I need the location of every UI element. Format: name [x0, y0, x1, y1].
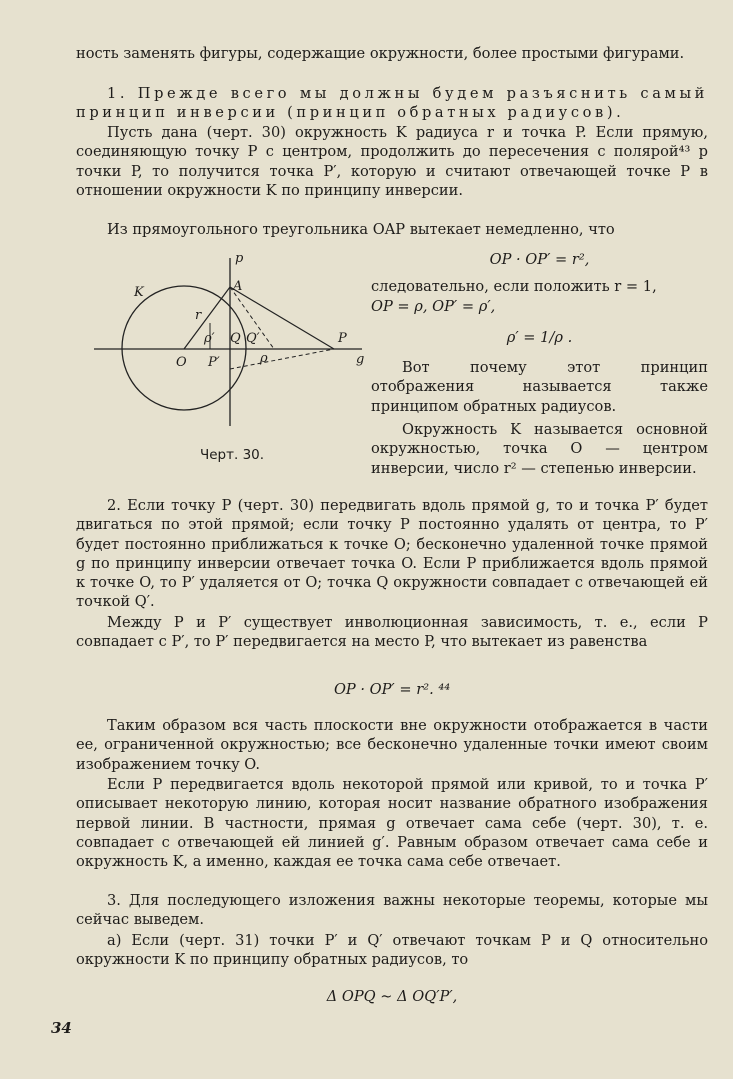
label-rho-prime: ρ′	[204, 331, 215, 346]
paragraph-continuation: ность заменять фигуры, содержащие окружности, более простыми фигурами.	[76, 45, 685, 62]
paragraph-triangle: Из прямоугольного треугольника OAP вытекает немедленно, что	[107, 221, 615, 238]
label-g: g	[356, 352, 365, 367]
paragraph-set-r: следовательно, если положить r = 1,	[371, 278, 657, 295]
paragraph-why: Вот почему этот принцип отображения называется также принципом обратных радиусов.	[371, 359, 708, 415]
equation-3: ρ′ = 1/ρ .	[506, 329, 573, 346]
paragraph-names: Окружность K называется основной окружностью, точка O — центром инверсии, число r² — степенью инверсии.	[371, 421, 708, 477]
equation-2: OP = ρ, OP′ = ρ′,	[371, 298, 496, 315]
label-a: A	[233, 279, 243, 294]
equation-1: OP · OP′ = r²,	[489, 251, 590, 268]
label-p-prime: P′	[208, 355, 220, 370]
paragraph-3: 3. Для последующего изложения важны некоторые теоремы, которые мы сейчас выведем.	[76, 892, 708, 929]
equation-5: Δ OPQ ∼ Δ OQ′P′,	[326, 988, 458, 1005]
paragraph-involution: Между P и P′ существует инволюционная зависимость, т. е., если P совпадает с P′, то P′ передвигается на место P, что вытекает из равенства	[76, 614, 708, 651]
paragraph-1: 1. Прежде всего мы должны будем разъяснить самый принцип инверсии (принцип обратных радиусов).	[76, 85, 708, 122]
label-q-prime: Q′	[246, 331, 260, 346]
paragraph-a: a) Если (черт. 31) точки P′ и Q′ отвечают точкам P и Q относительно окружности K по принципу обратных радиусов, то	[76, 932, 708, 969]
label-o: O	[176, 355, 187, 370]
label-rho: ρ	[260, 351, 268, 366]
label-q: Q	[230, 331, 241, 346]
label-r: r	[195, 308, 202, 323]
paragraph-plane: Таким образом вся часть плоскости вне окружности отображается в части ее, ограниченной окружностью; все бесконечно удаленные точки имеют своим изображением точку O.	[76, 717, 708, 773]
label-k: K	[134, 285, 144, 300]
label-p-point: P	[338, 331, 347, 346]
figure-caption: Черт. 30.	[200, 447, 265, 463]
figure-30	[94, 248, 366, 444]
equation-4: OP · OP′ = r². ⁴⁴	[333, 681, 451, 698]
label-p: p	[235, 251, 244, 266]
paragraph-2: 2. Если точку P (черт. 30) передвигать вдоль прямой g, то и точка P′ будет двигаться по этой прямой; если точку P постоянно удалять от центра, то P′ будет постоянно приближаться к точке O; бесконечно удаленной точке прямой g по принципу инверсии отвечает точка O. Если P приближается вдоль прямой к точке O, то P′ удаляется от O; точка Q окружности совпадает с отвечающей ей точкой Q′.	[76, 497, 708, 611]
paragraph-definition: Пусть дана (черт. 30) окружность K радиуса r и точка P. Если прямую, соединяющую точку P с центром, продолжить до пересечения с полярой⁴³ p точки P, то получится точка P′, которую и считают отвечающей точке P в отношении окружности K по принципу инверсии.	[76, 124, 708, 199]
paragraph-inverse-image: Если P передвигается вдоль некоторой прямой или кривой, то и точка P′ описывает некоторую линию, которая носит название обратного изображения первой линии. В частности, прямая g отвечает сама себе (черт. 30), т. е. совпадает с отвечающей ей линией g′. Равным образом отвечает сама себе и окружность K, а именно, каждая ее точка сама себе отвечает.	[76, 776, 708, 871]
page-number: 34	[51, 1019, 72, 1037]
